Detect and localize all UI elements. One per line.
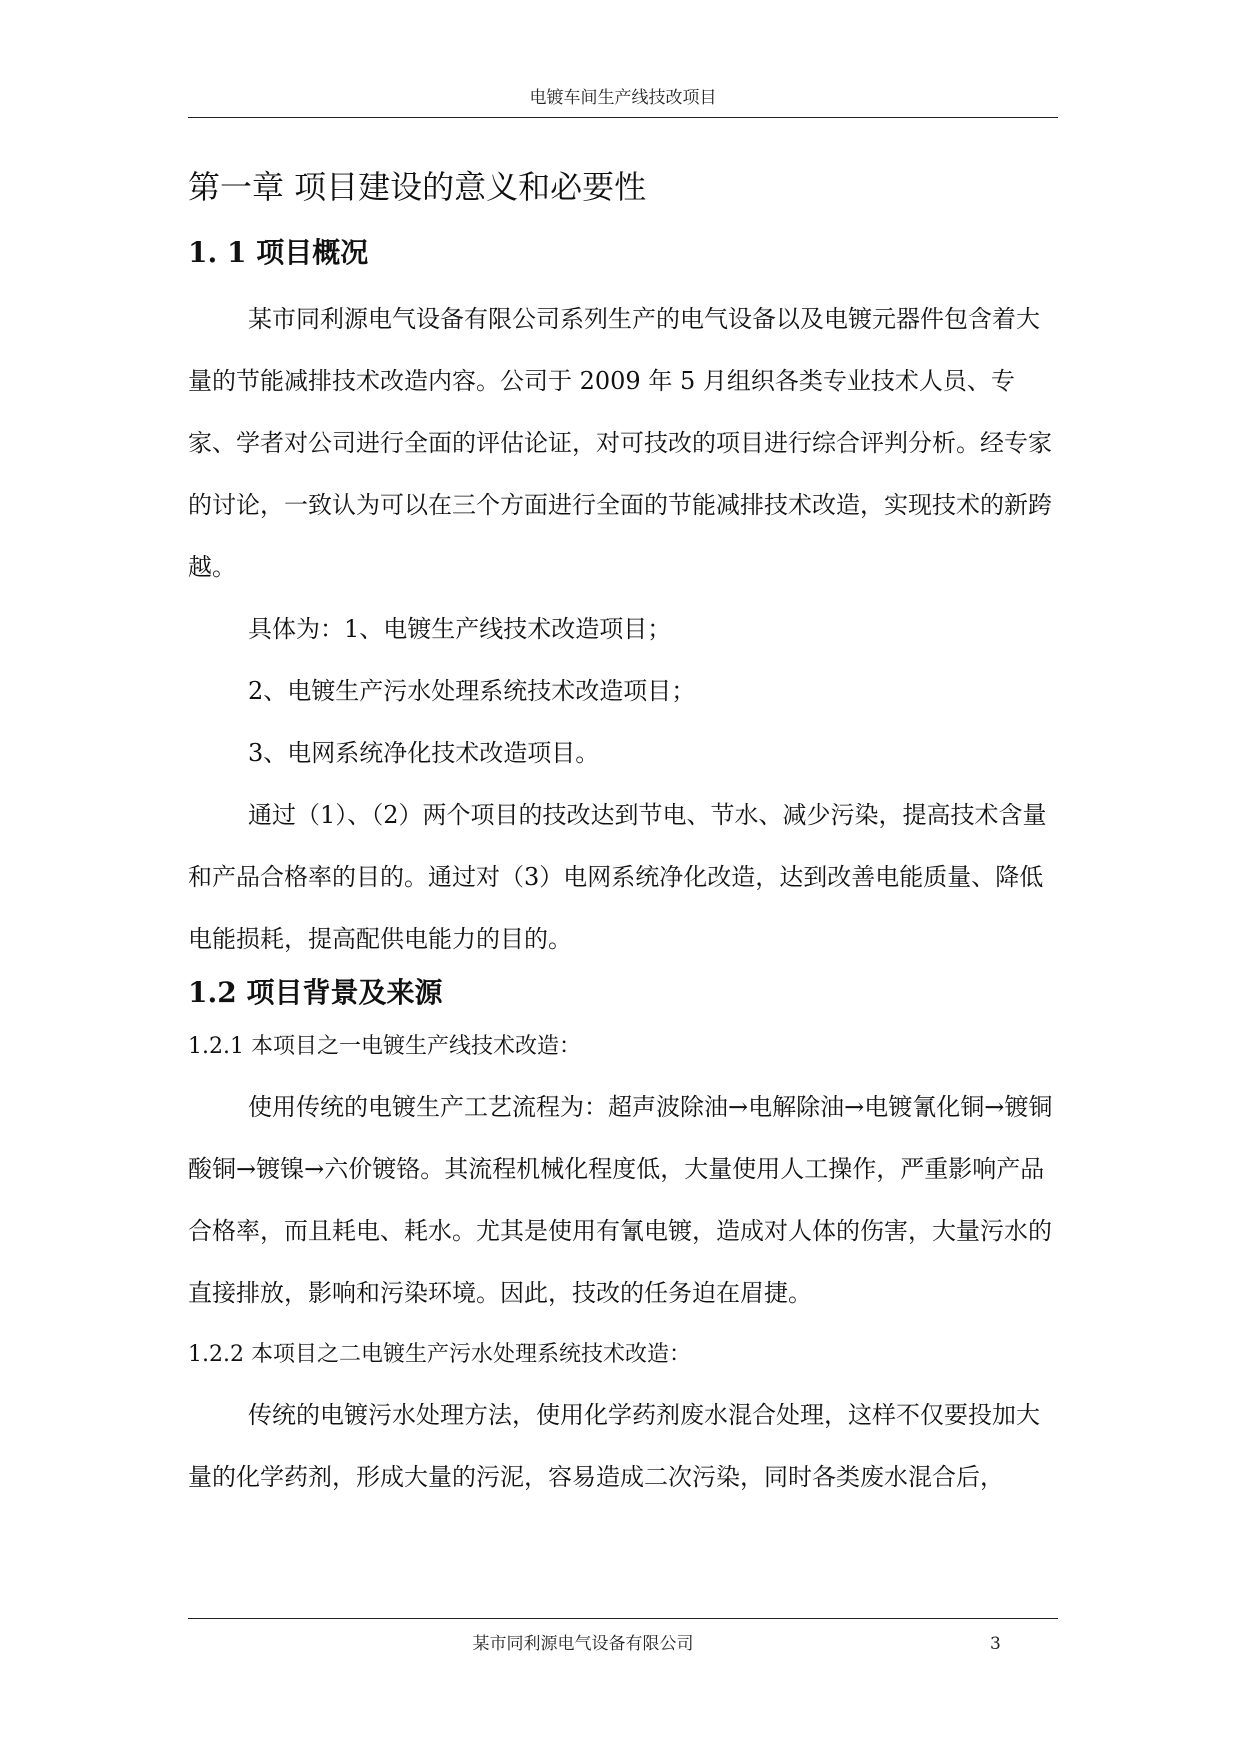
chapter-title: 第一章 项目建设的意义和必要性 — [188, 168, 647, 206]
footer-company: 某市同利源电气设备有限公司 — [472, 1634, 694, 1654]
overview-paragraph: 某市同利源电气设备有限公司系列生产的电气设备以及电镀元器件包含着大量的节能减排技术改造内容。公司于 2009 年 5 月组织各类专业技术人员、专家、学者对公司进行全面的评估论证，对可技改的项目进行综合评判分析。经专家的讨论，一致认为可以在三个方面进行全面的节能减排技术改造，实现技术的新跨越。 — [188, 305, 1052, 581]
page-header: 电镀车间生产线技改项目 — [529, 88, 717, 108]
overview-list-item: 3、电网系统净化技术改造项目。 — [248, 739, 600, 767]
header-divider — [188, 117, 1058, 118]
overview-goals-paragraph: 通过（1）、（2）两个项目的技改达到节电、节水、减少污染，提高技术含量和产品合格率的目的。通过对（3）电网系统净化改造，达到改善电能质量、降低电能损耗，提高配供电能力的目的。 — [188, 801, 1047, 953]
page-number: 3 — [990, 1634, 1001, 1654]
page-content — [188, 150, 1058, 1508]
footer-divider — [188, 1618, 1058, 1619]
section-1-2-title: 1.2 项目背景及来源 — [188, 976, 443, 1009]
section-1-1-title: 1. 1 项目概况 — [188, 236, 369, 269]
wastewater-paragraph: 传统的电镀污水处理方法，使用化学药剂废水混合处理，这样不仅要投加大量的化学药剂，形成大量的污泥，容易造成二次污染，同时各类废水混合后， — [188, 1401, 1040, 1491]
overview-list-item: 2、电镀生产污水处理系统技术改造项目； — [248, 677, 696, 705]
overview-list-intro: 具体为：1、电镀生产线技术改造项目； — [248, 615, 672, 643]
subsection-1-2-1-title: 1.2.1 本项目之一电镀生产线技术改造： — [188, 1034, 581, 1059]
background-paragraph: 使用传统的电镀生产工艺流程为：超声波除油→电解除油→电镀氰化铜→镀铜酸铜→镀镍→六价镀铬。其流程机械化程度低，大量使用人工操作，严重影响产品合格率，而且耗电、耗水。尤其是使用有氰电镀，造成对人体的伤害，大量污水的直接排放，影响和污染环境。因此，技改的任务迫在眉捷。 — [188, 1093, 1053, 1307]
subsection-1-2-2-title: 1.2.2 本项目之二电镀生产污水处理系统技术改造： — [188, 1342, 691, 1367]
